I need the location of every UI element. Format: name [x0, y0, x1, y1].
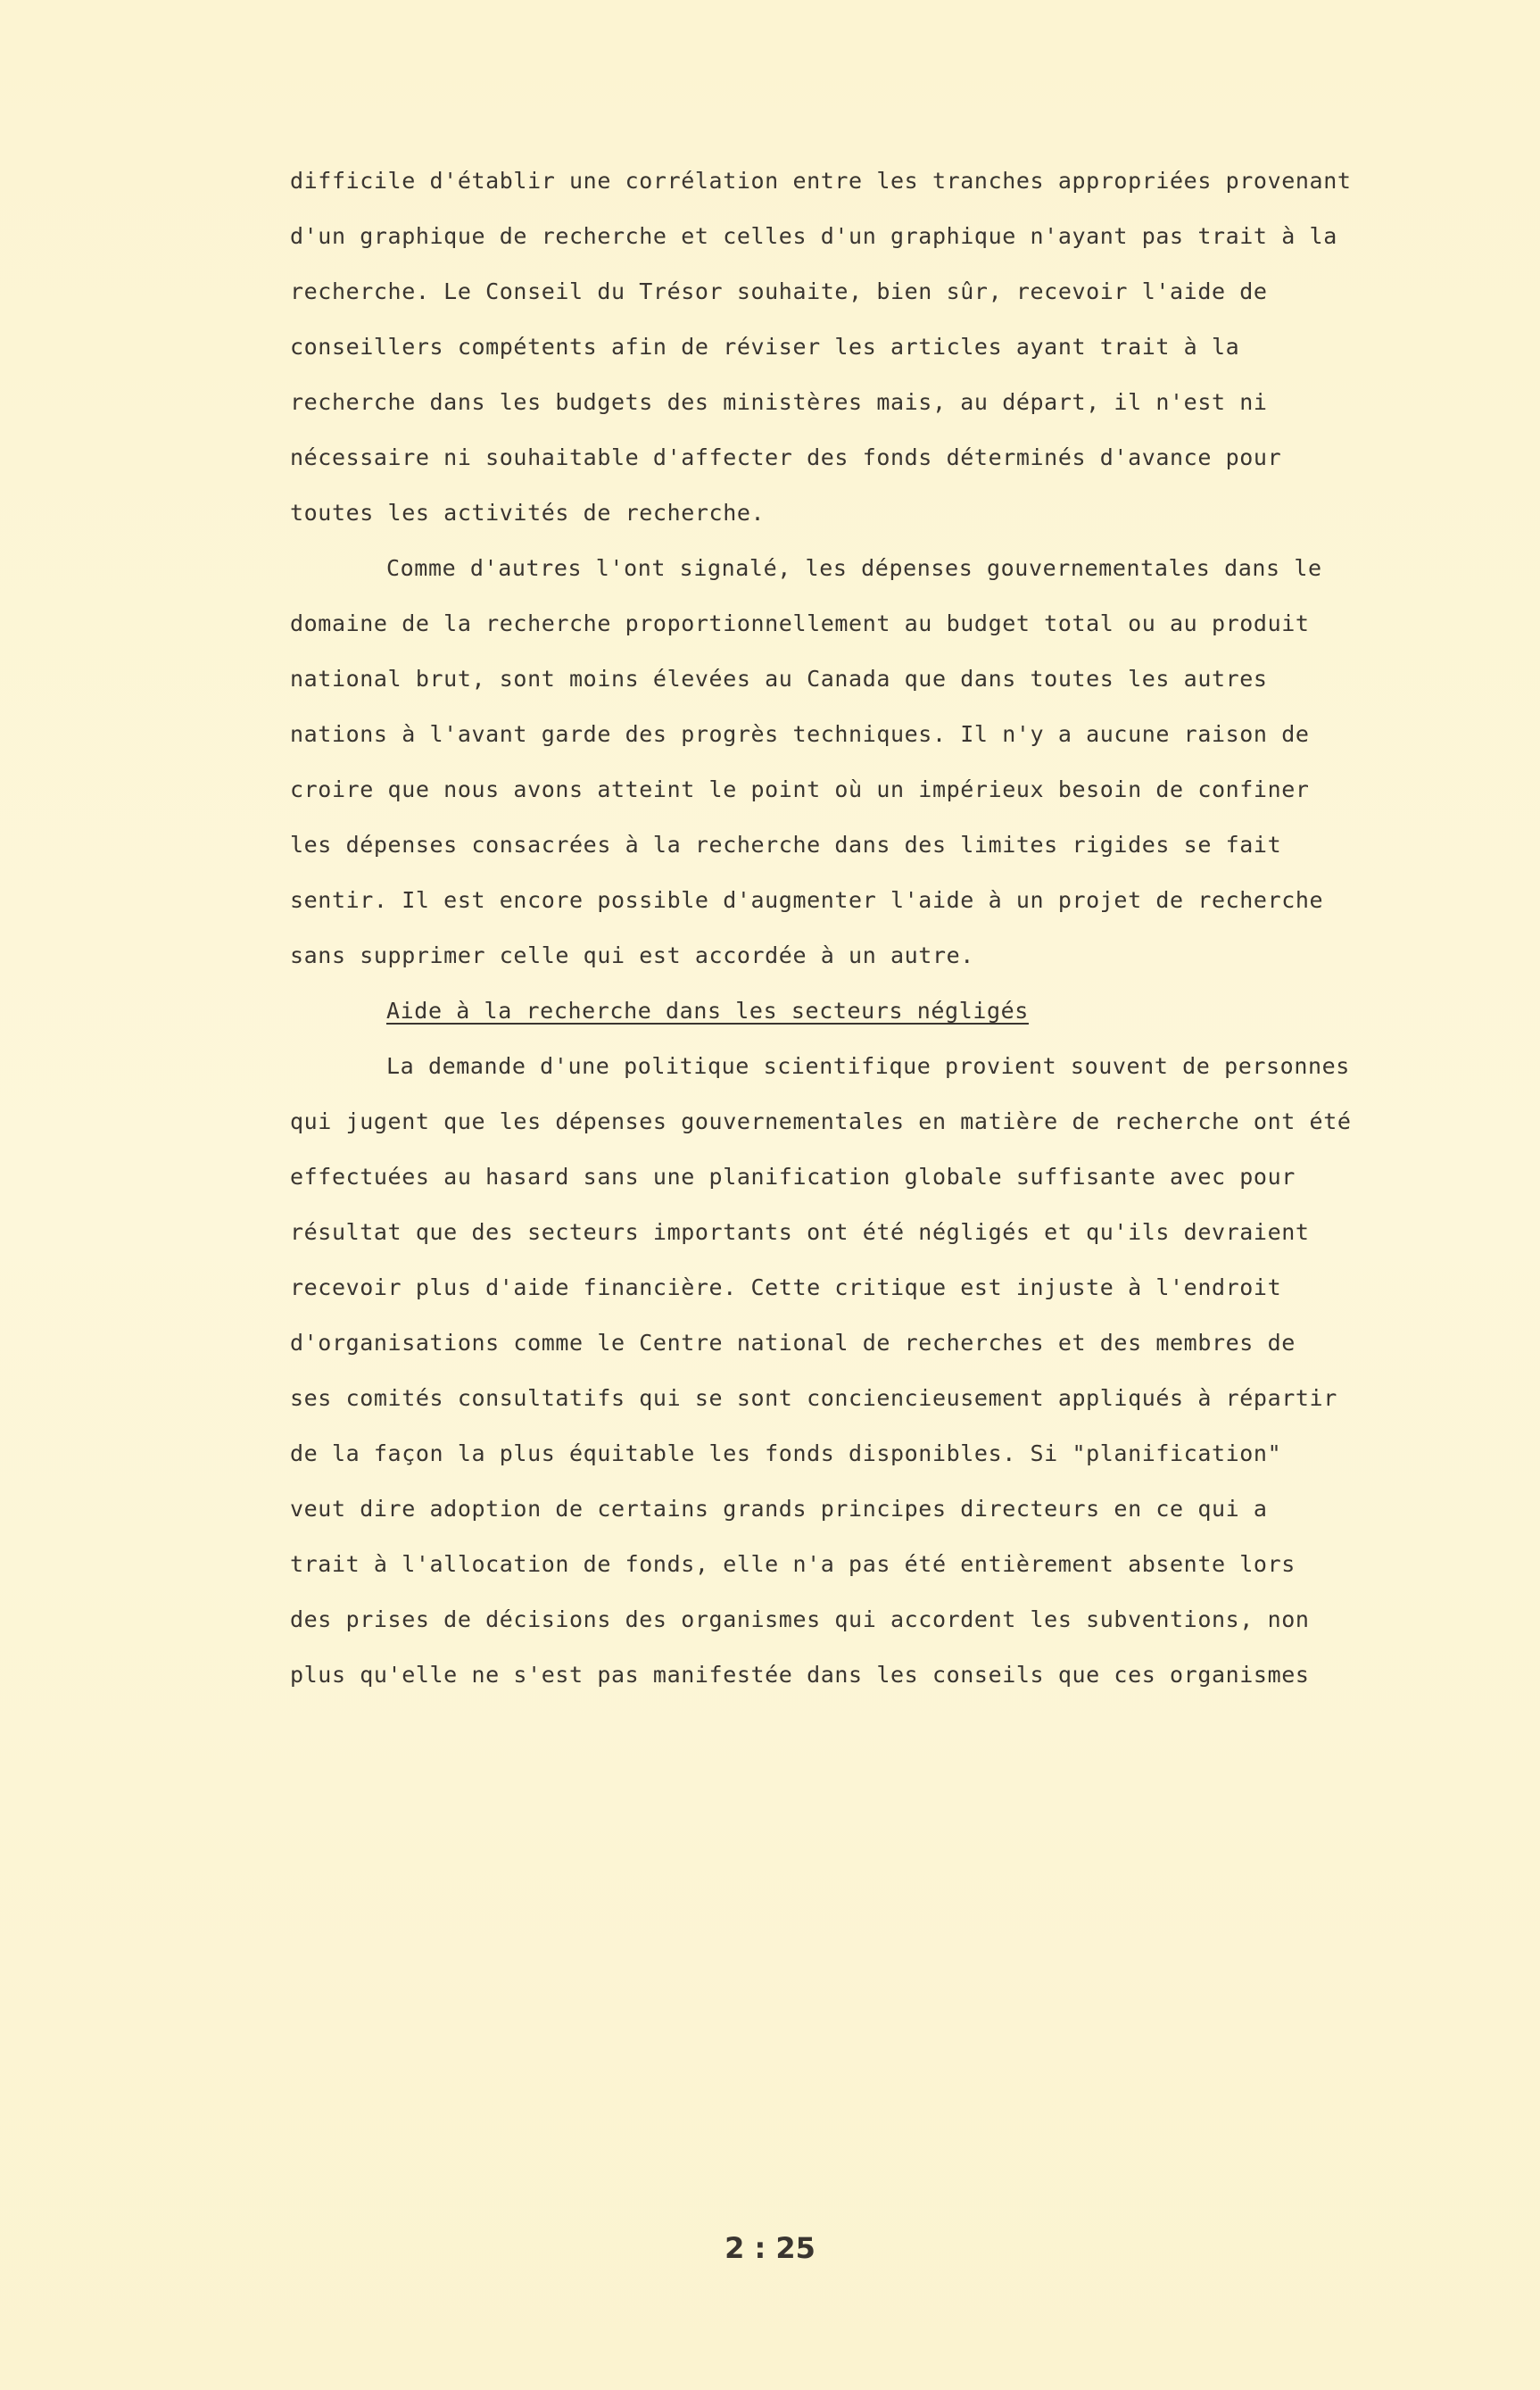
text-line: des prises de décisions des organismes qui accordent les subventions, non: [290, 1606, 1310, 1632]
text-line: résultat que des secteurs importants ont été négligés et qu'ils devraient: [290, 1219, 1310, 1245]
text-line: qui jugent que les dépenses gouvernementales en matière de recherche ont été: [290, 1108, 1352, 1134]
text-line: sentir. Il est encore possible d'augmenter l'aide à un projet de recherche: [290, 887, 1324, 913]
text-line: d'organisations comme le Centre national de recherches et des membres de: [290, 1330, 1296, 1356]
text-line: ses comités consultatifs qui se sont conciencieusement appliqués à répartir: [290, 1385, 1337, 1411]
text-line: les dépenses consacrées à la recherche dans des limites rigides se fait: [290, 832, 1282, 858]
text-line: de la façon la plus équitable les fonds disponibles. Si "planification": [290, 1440, 1282, 1466]
text-line: effectuées au hasard sans une planification globale suffisante avec pour: [290, 1164, 1296, 1190]
body-text: [290, 154, 1352, 1703]
text-line: Comme d'autres l'ont signalé, les dépenses gouvernementales dans le: [386, 555, 1322, 581]
text-line: conseillers compétents afin de réviser les articles ayant trait à la: [290, 334, 1240, 360]
section-heading-line: [290, 983, 1343, 1039]
text-line: recevoir plus d'aide financière. Cette critique est injuste à l'endroit: [290, 1274, 1282, 1300]
text-line: trait à l'allocation de fonds, elle n'a pas été entièrement absente lors: [290, 1551, 1296, 1577]
text-line: domaine de la recherche proportionnellement au budget total ou au produit: [290, 610, 1310, 636]
text-line: croire que nous avons atteint le point où un impérieux besoin de confiner: [290, 776, 1310, 802]
page-number: 2 : 25: [724, 2231, 816, 2265]
text-line: veut dire adoption de certains grands principes directeurs en ce qui a: [290, 1496, 1268, 1522]
text-line: recherche. Le Conseil du Trésor souhaite, bien sûr, recevoir l'aide de: [290, 278, 1268, 304]
section-heading: Aide à la recherche dans les secteurs négligés: [386, 998, 1029, 1024]
text-line: La demande d'une politique scientifique provient souvent de personnes: [386, 1053, 1350, 1079]
text-line: national brut, sont moins élevées au Canada que dans toutes les autres: [290, 666, 1268, 692]
text-line: difficile d'établir une corrélation entre les tranches appropriées provenant: [290, 168, 1352, 194]
text-line: nations à l'avant garde des progrès techniques. Il n'y a aucune raison de: [290, 721, 1310, 747]
text-line: plus qu'elle ne s'est pas manifestée dans les conseils que ces organismes: [290, 1662, 1310, 1688]
text-line: toutes les activités de recherche.: [290, 500, 766, 526]
text-line: d'un graphique de recherche et celles d'un graphique n'ayant pas trait à la: [290, 223, 1337, 249]
text-line: recherche dans les budgets des ministères mais, au départ, il n'est ni: [290, 389, 1268, 415]
text-line: nécessaire ni souhaitable d'affecter des fonds déterminés d'avance pour: [290, 444, 1282, 470]
text-line: sans supprimer celle qui est accordée à un autre.: [290, 942, 974, 968]
